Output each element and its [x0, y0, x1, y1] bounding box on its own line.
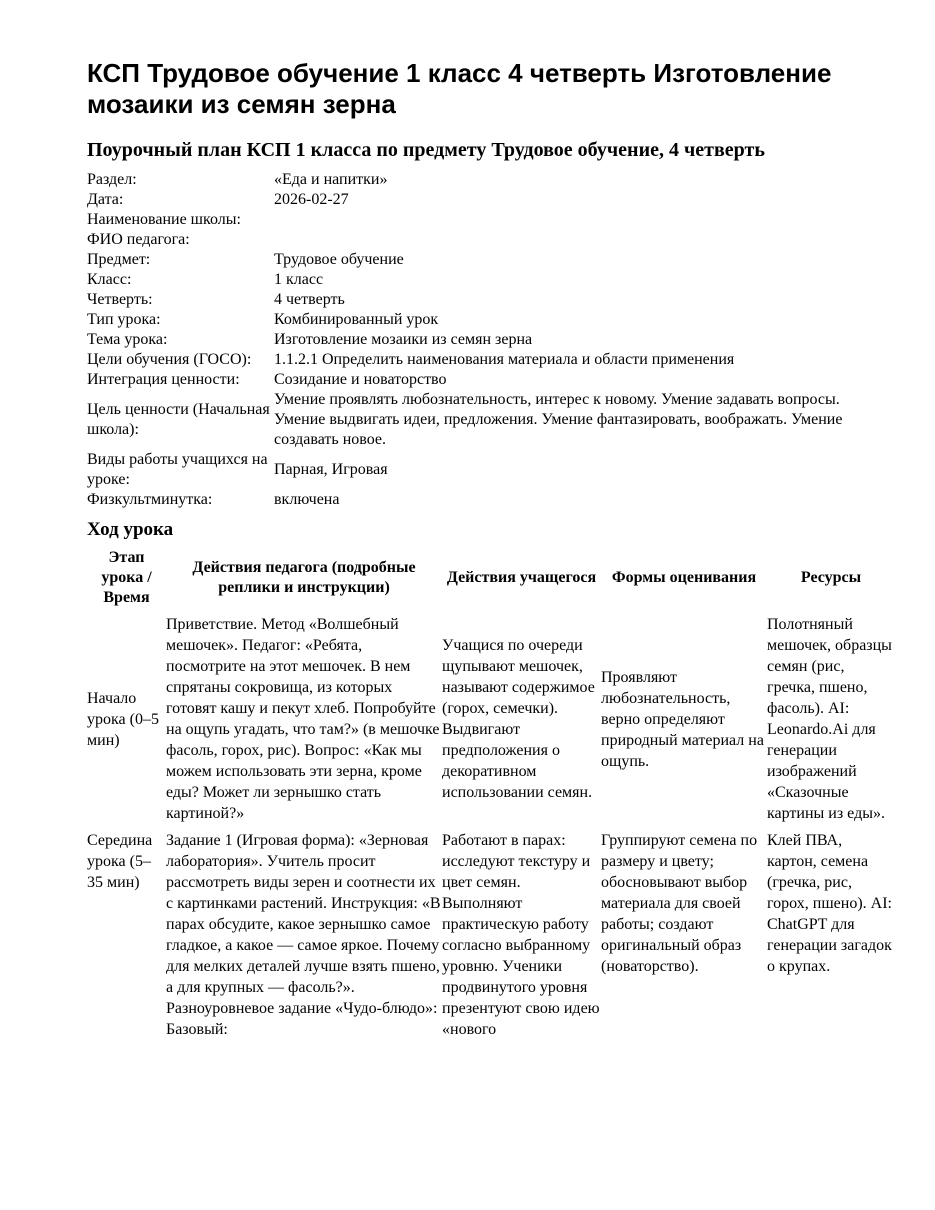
meta-value: Созидание и новаторство — [274, 371, 447, 388]
meta-row — [87, 370, 877, 390]
meta-label: ФИО педагога: — [87, 231, 190, 248]
meta-value: Умение проявлять любознательность, интерес к новому. Умение задавать вопросы. Умение выдвигать идеи, предложения. Умение фантазировать, воображать. Умение создавать новое. — [274, 391, 843, 448]
meta-value: 4 четверть — [274, 291, 345, 308]
meta-row — [87, 450, 877, 490]
table-row — [87, 614, 895, 830]
course-heading: Ход урока — [87, 519, 174, 540]
meta-label: Цель ценности (Начальная школа): — [87, 401, 270, 438]
cell-assessment: Группируют семена по размеру и цвету; обосновывают выбор материала для своей работы; создают оригинальный образ (новаторство). — [601, 832, 758, 975]
document-page — [87, 58, 897, 1046]
meta-row — [87, 250, 877, 270]
meta-value: Комбинированный урок — [274, 311, 439, 328]
document-subtitle: Поурочный план КСП 1 класса по предмету Трудовое обучение, 4 четверть — [87, 139, 765, 161]
lesson-meta-table — [87, 170, 877, 510]
cell-assessment: Проявляют любознательность, верно определяют природный материал на ощупь. — [601, 668, 764, 770]
meta-value: «Еда и напитки» — [274, 171, 388, 188]
meta-label: Тип урока: — [87, 311, 161, 328]
table-row — [87, 830, 895, 1046]
meta-label: Раздел: — [87, 171, 137, 188]
cell-teacher: Приветствие. Метод «Волшебный мешочек». Педагог: «Ребята, посмотрите на этот мешочек. В нем спрятаны сокровища, из которых готовят кашу и пекут хлеб. Попробуйте на ощупь угадать, что там?» (в мешочке фасоль, горох, рис). Вопрос: «Как мы можем использовать эти зерна, кроме еды? Может ли зернышко стать картиной?» — [166, 616, 440, 822]
meta-value: 1 класс — [274, 271, 324, 288]
meta-row — [87, 330, 877, 350]
header-stage: Этап урока / Время — [101, 549, 152, 606]
meta-label: Дата: — [87, 191, 124, 208]
cell-resources: Клей ПВА, картон, семена (гречка, рис, горох, пшено). AI: ChatGPT для генерации загадок о крупах. — [767, 832, 892, 975]
header-student: Действия учащегося — [446, 569, 597, 586]
meta-row — [87, 350, 877, 370]
meta-label: Интеграция ценности: — [87, 371, 240, 388]
cell-stage: Середина урока (5–35 мин) — [87, 832, 153, 891]
meta-value: Изготовление мозаики из семян зерна — [274, 331, 533, 348]
cell-teacher: Задание 1 (Игровая форма): «Зерновая лаборатория». Учитель просит рассмотреть виды зерен и соотнести их с картинками растений. Инструкция: «В парах обсудите, какое зернышко самое гладкое, а какое — самое яркое. Почему для мелких деталей лучше взять пшено, а для крупных — фасоль?». Разноуровневое задание «Чудо-блюдо»: Базовый: — [166, 832, 441, 1038]
meta-value: Парная, Игровая — [274, 461, 388, 478]
meta-value: включена — [274, 491, 340, 508]
cell-stage: Начало урока (0–5 мин) — [87, 689, 159, 749]
meta-label: Четверть: — [87, 291, 153, 308]
meta-label: Наименование школы: — [87, 211, 241, 228]
table-header-row — [87, 548, 895, 614]
lesson-steps-table — [87, 548, 895, 1046]
meta-value: Трудовое обучение — [274, 251, 404, 268]
meta-label: Виды работы учащихся на уроке: — [87, 451, 268, 488]
meta-label: Физкультминутка: — [87, 491, 213, 508]
header-teacher: Действия педагога (подробные реплики и инструкции) — [192, 559, 416, 596]
meta-row — [87, 490, 877, 510]
meta-row — [87, 190, 877, 210]
meta-row — [87, 270, 877, 290]
meta-label: Класс: — [87, 271, 132, 288]
header-resources: Ресурсы — [800, 569, 862, 586]
meta-label: Цели обучения (ГОСО): — [87, 351, 252, 368]
header-assessment: Формы оценивания — [611, 569, 757, 586]
meta-row — [87, 170, 877, 190]
meta-value: 2026-02-27 — [274, 191, 349, 208]
meta-value: 1.1.2.1 Определить наименования материала и области применения — [274, 351, 735, 368]
meta-row — [87, 230, 877, 250]
document-title: КСП Трудовое обучение 1 класс 4 четверть Изготовление мозаики из семян зерна — [87, 58, 832, 119]
meta-row — [87, 390, 877, 450]
meta-label: Тема урока: — [87, 331, 168, 348]
cell-resources: Полотняный мешочек, образцы семян (рис, гречка, пшено, фасоль). AI: Leonardo.Ai для генерации изображений «Сказочные картины из еды». — [767, 616, 892, 822]
meta-row — [87, 290, 877, 310]
meta-value — [274, 230, 877, 250]
meta-value — [274, 210, 877, 230]
cell-student: Работают в парах: исследуют текстуру и цвет семян. Выполняют практическую работу согласно выбранному уровню. Ученики продвинутого уровня презентуют свою идею «нового — [442, 832, 600, 1038]
meta-label: Предмет: — [87, 251, 151, 268]
meta-row — [87, 310, 877, 330]
meta-row — [87, 210, 877, 230]
cell-student: Учащися по очереди щупывают мешочек, называют содержимое (горох, семечки). Выдвигают предположения о декоративном использовании семян. — [442, 637, 595, 801]
